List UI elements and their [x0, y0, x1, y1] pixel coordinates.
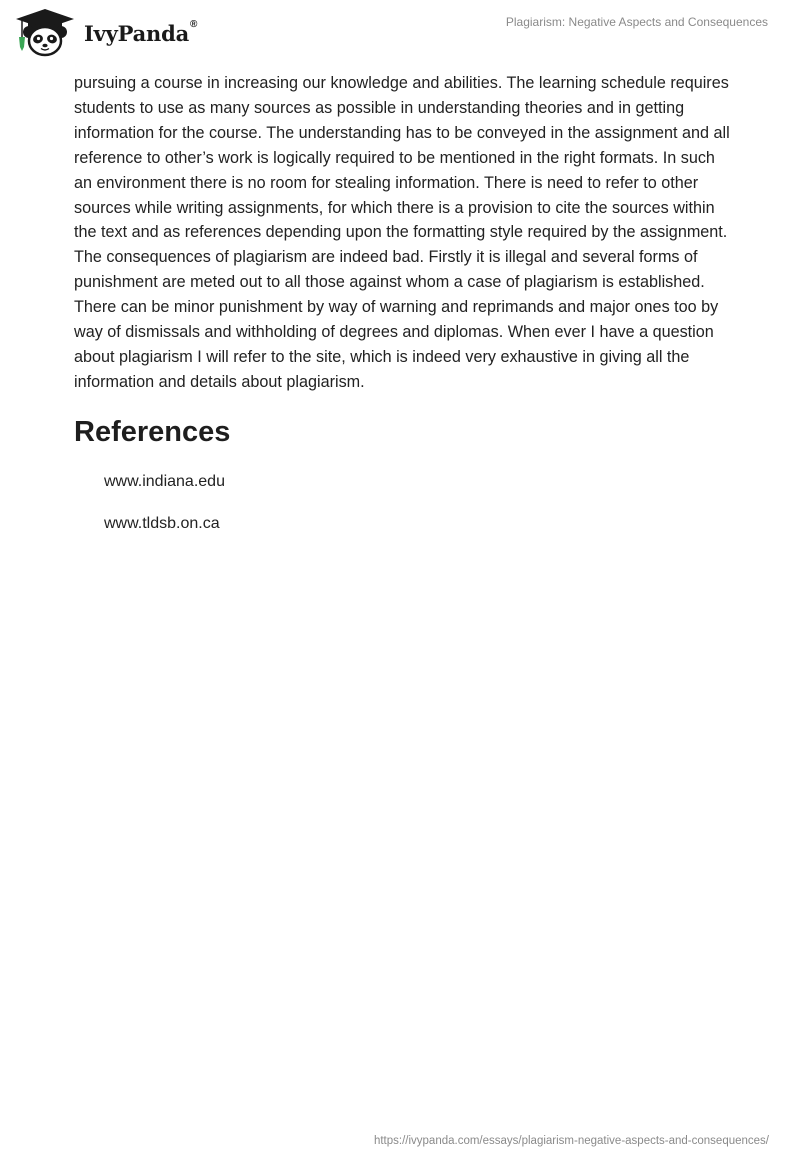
footer-source-url[interactable]: https://ivypanda.com/essays/plagiarism-negative-aspects-and-consequences/ — [373, 1135, 769, 1147]
document-title: Plagiarism: Negative Aspects and Consequences — [505, 15, 768, 29]
main-content — [74, 71, 734, 556]
references-list — [74, 472, 734, 534]
reference-item: www.tldsb.on.ca — [104, 514, 220, 532]
ivypanda-logo[interactable] — [14, 7, 197, 57]
logo-wordmark — [84, 18, 198, 46]
logo-name: IvyPanda — [84, 20, 190, 46]
references-heading: References — [74, 415, 231, 448]
page-header — [0, 0, 800, 64]
registered-mark: ® — [190, 18, 198, 30]
essay-paragraph: pursuing a course in increasing our knowledge and abilities. The learning schedule requires students to use as many sources as possible in understanding theories and in getting information for the course. The understanding has to be conveyed in the assignment and all reference to other’s work is logically required to be mentioned in the right formats. In such an environment there is no room for stealing information. There is need to refer to other sources while writing assignments, for which there is a provision to cite the sources within the text and as references depending upon the formatting style required by the assignment. The consequences of plagiarism are indeed bad. Firstly it is illegal and several forms of punishment are meted out to all those against whom a case of plagiarism is established. There can be minor punishment by way of warning and reprimands and major ones too by way of dismissals and withholding of degrees and diplomas. When ever I have a question about plagiarism I will refer to the site, which is indeed very exhaustive in giving all the information and details about plagiarism. — [74, 74, 730, 391]
reference-item: www.indiana.edu — [104, 472, 225, 490]
panda-graduate-icon — [14, 7, 76, 57]
